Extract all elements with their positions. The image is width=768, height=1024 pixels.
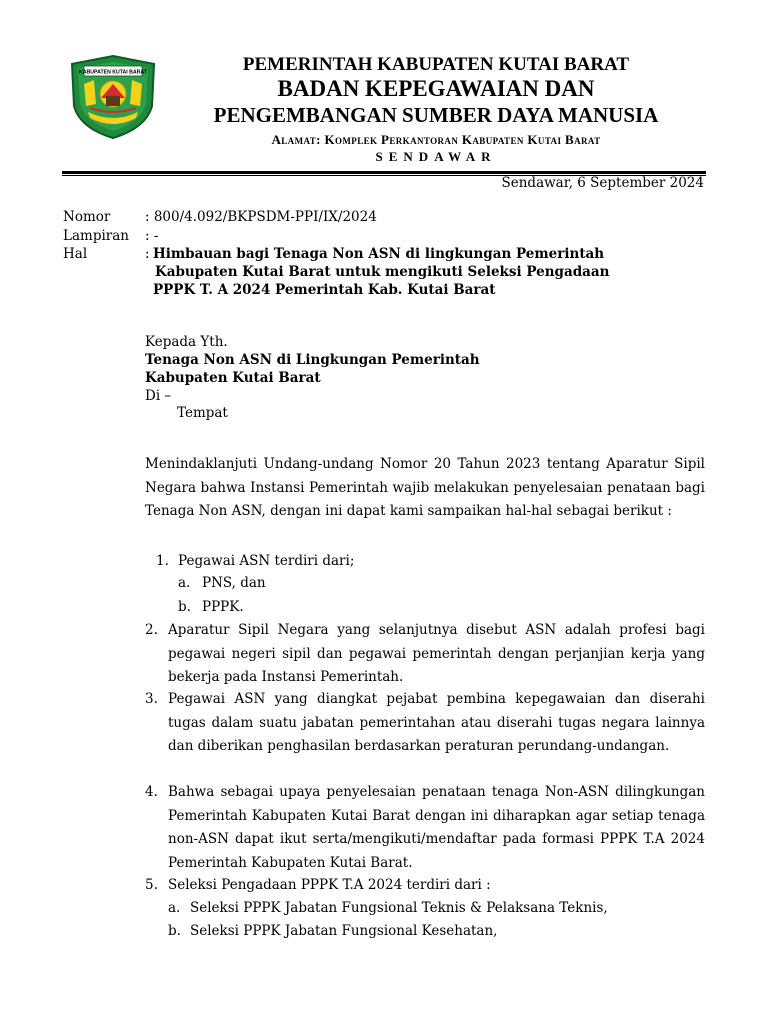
intro-paragraph: Menindaklanjuti Undang-undang Nomor 20 Tahun 2023 tentang Aparatur Sipil Negara bahwa Instansi Pemerintah wajib melakukan penyelesaian penataan bagi Tenaga Non ASN, dengan ini dapat kami sampaikan hal-hal sebagai berikut : (145, 456, 705, 519)
item-4-number: 4. (145, 784, 158, 800)
item-1-number: 1. (156, 553, 169, 569)
item-1-text: Pegawai ASN terdiri dari; (178, 553, 355, 569)
lampiran-value: : - (145, 228, 159, 244)
agency-heading-line1: BADAN KEPEGAWAIAN DAN (277, 76, 595, 101)
recipient-greeting: Kepada Yth. (145, 334, 228, 350)
recipient-di: Di – (145, 388, 172, 404)
lampiran-label: Lampiran (63, 228, 129, 244)
nomor-label: Nomor (63, 209, 111, 225)
government-heading: PEMERINTAH KABUPATEN KUTAI BARAT (242, 54, 630, 75)
letter-date: Sendawar, 6 September 2024 (501, 175, 704, 191)
item-3-text: Pegawai ASN yang diangkat pejabat pembina kepegawaian dan diserahi tugas dalam suatu jabatan pemerintahan atau diserahi tugas negara lainnya dan diberikan penghasilan berdasarkan peraturan perundang-undangan. (168, 691, 705, 754)
item-2-text: Aparatur Sipil Negara yang selanjutnya disebut ASN adalah profesi bagi pegawai negeri sipil dan pegawai pemerintah dengan perjanjian kerja yang bekerja pada Instansi Pemerintah. (168, 622, 705, 685)
item-5a-text: Seleksi PPPK Jabatan Fungsional Teknis & Pelaksana Teknis, (190, 900, 608, 916)
item-3-number: 3. (145, 691, 158, 707)
item-5-number: 5. (145, 877, 158, 893)
hal-label: Hal (63, 246, 88, 262)
hal-subject-line1: Himbauan bagi Tenaga Non ASN di lingkungan Pemerintah (153, 246, 605, 262)
city-line: SENDAWAR (375, 149, 497, 164)
item-5a-letter: a. (168, 900, 181, 916)
item-1a-text: PNS, dan (202, 575, 266, 591)
recipient-line2: Kabupaten Kutai Barat (145, 370, 321, 386)
item-1a-letter: a. (178, 575, 191, 591)
item-5b-letter: b. (168, 923, 181, 939)
item-1b-text: PPPK. (202, 599, 244, 615)
recipient-line1: Tenaga Non ASN di Lingkungan Pemerintah (145, 352, 480, 368)
item-4-text: Bahwa sebagai upaya penyelesaian penataan tenaga Non-ASN dilingkungan Pemerintah Kabupaten Kutai Barat dengan ini diharapkan agar setiap tenaga non-ASN dapat ikut serta/mengikuti/mendaftar pada formasi PPPK T.A 2024 Pemerintah Kabupaten Kutai Barat. (168, 784, 705, 871)
logo-banner-text: KABUPATEN KUTAI BARAT (79, 69, 147, 76)
recipient-place: Tempat (177, 405, 228, 421)
agency-heading-line2: PENGEMBANGAN SUMBER DAYA MANUSIA (213, 103, 659, 127)
item-5b-text: Seleksi PPPK Jabatan Fungsional Kesehatan, (190, 923, 498, 939)
hal-subject-line3: PPPK T. A 2024 Pemerintah Kab. Kutai Barat (153, 282, 496, 298)
item-1b-letter: b. (178, 599, 191, 615)
item-2-number: 2. (145, 622, 158, 638)
nomor-value: : 800/4.092/BKPSDM-PPI/IX/2024 (145, 209, 377, 225)
hal-colon: : (145, 246, 150, 262)
item-5-text: Seleksi Pengadaan PPPK T.A 2024 terdiri dari : (168, 877, 491, 893)
address-line: Alamat: Komplek Perkantoran Kabupaten Kutai Barat (271, 132, 601, 147)
regency-emblem-logo (66, 54, 160, 140)
hal-subject-line2: Kabupaten Kutai Barat untuk mengikuti Seleksi Pengadaan (155, 264, 610, 280)
